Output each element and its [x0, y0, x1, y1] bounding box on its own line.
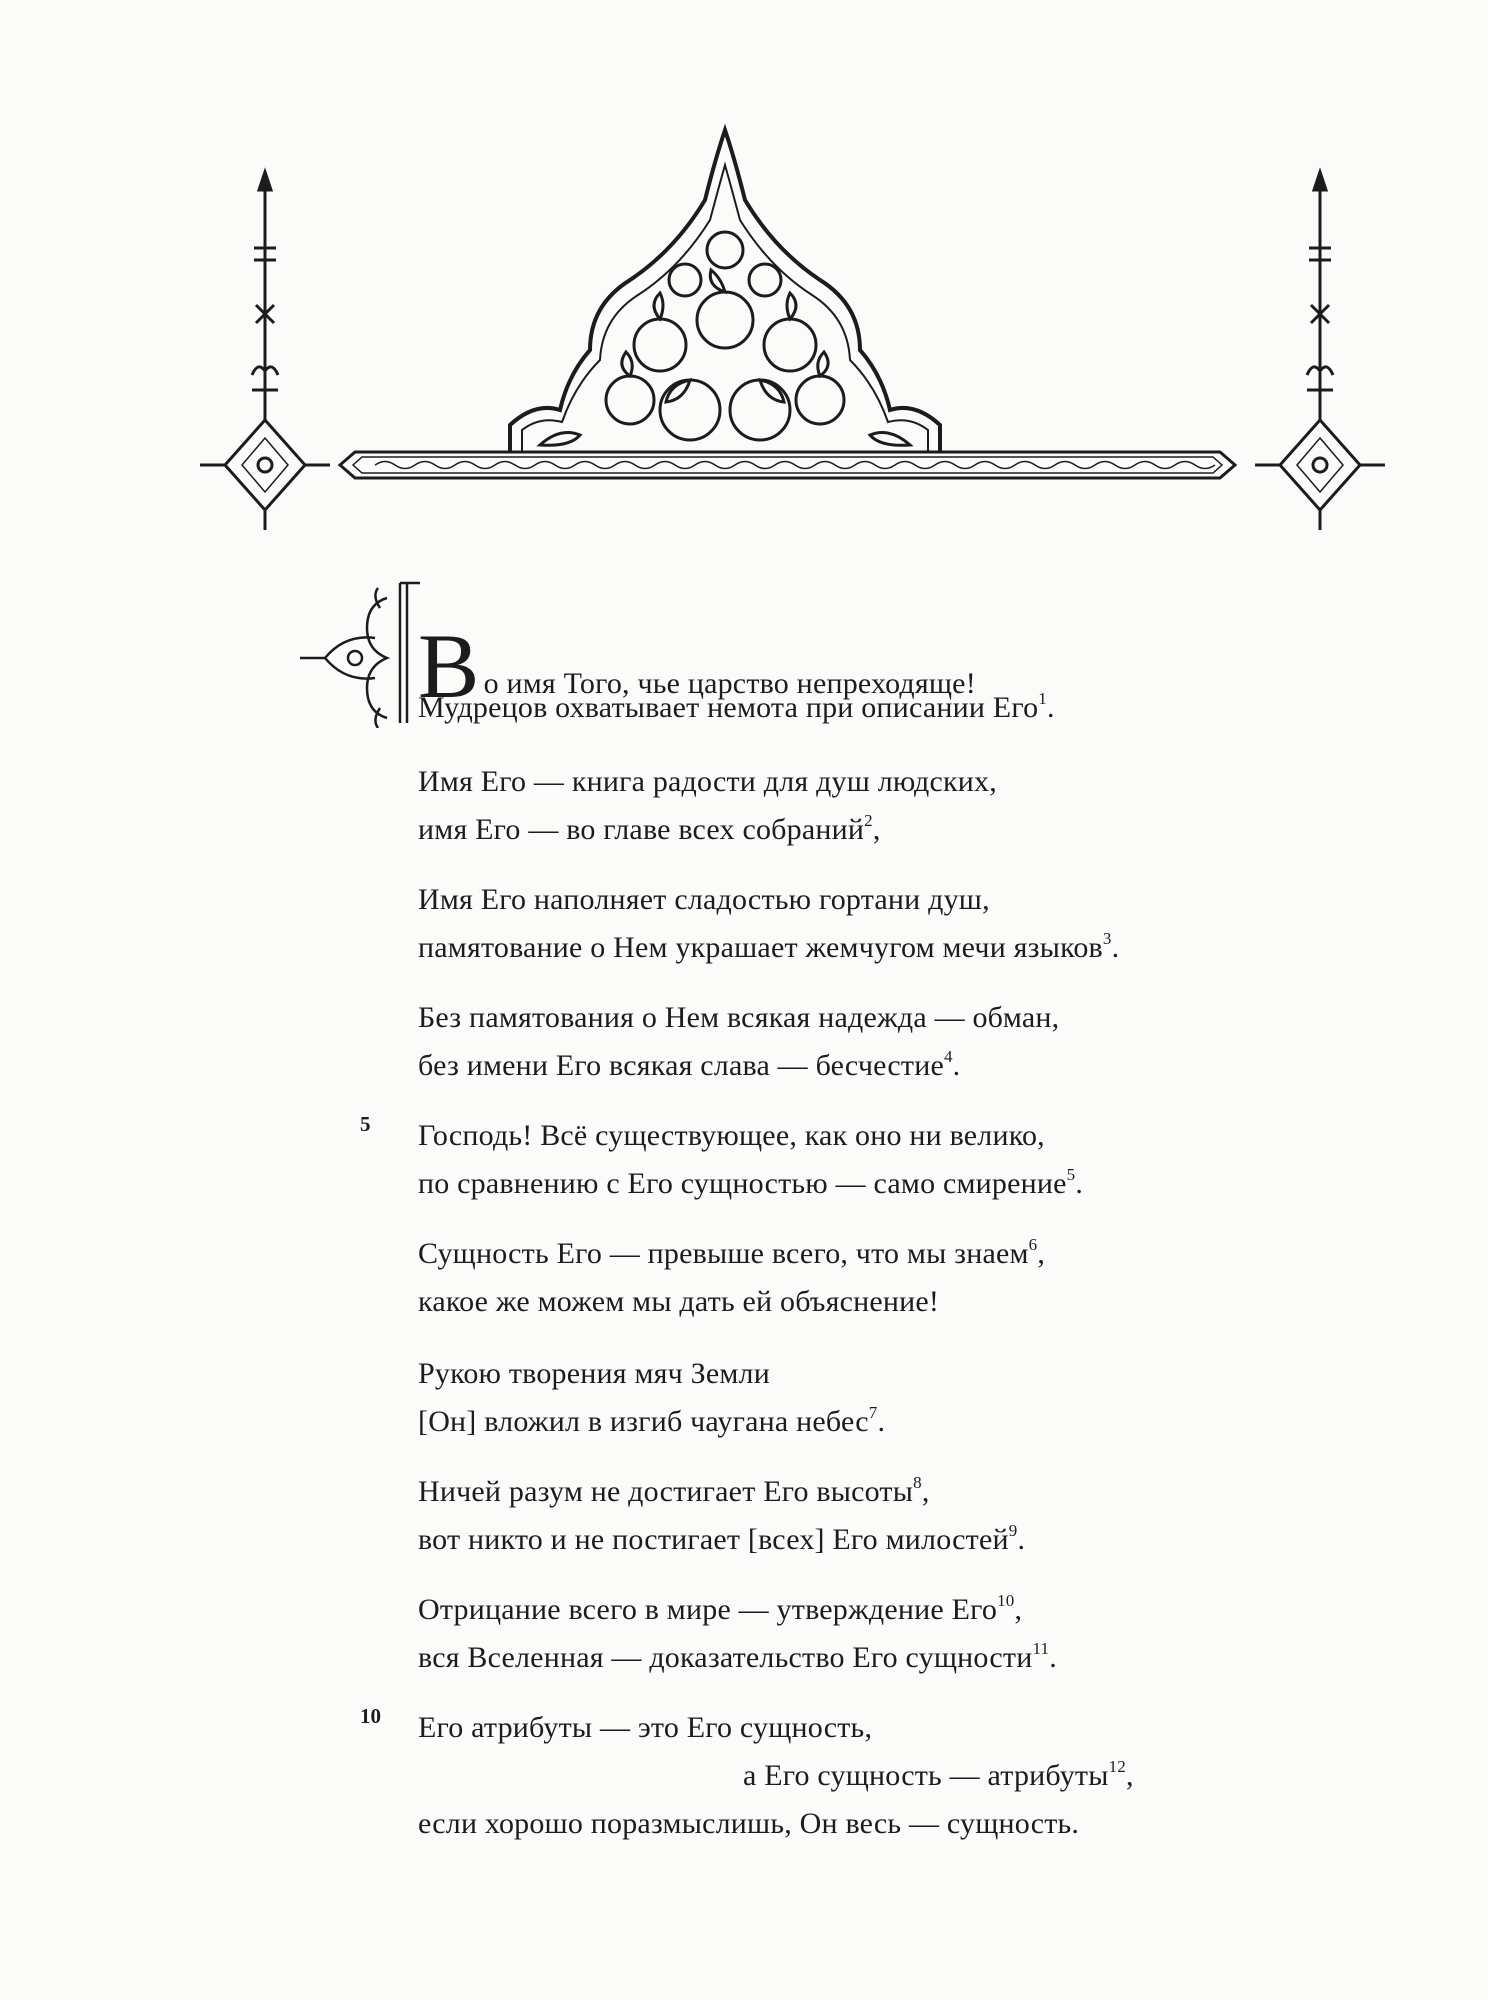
poem-line-indented: [418, 1752, 1134, 1800]
footnote-ref: 3: [1102, 929, 1112, 948]
footnote-ref: 4: [943, 1047, 953, 1066]
stanza-4: [418, 994, 1059, 1090]
line-punct: .: [1075, 1167, 1084, 1200]
line-punct: ,: [1126, 1759, 1134, 1792]
poem-line: [418, 1230, 1045, 1278]
poem-line: [418, 758, 997, 806]
poem-line: [418, 1634, 1057, 1682]
poem-line: [418, 924, 1119, 972]
poem-line: [418, 1468, 1025, 1516]
line-text: если хорошо поразмыслишь, Он весь — сущность.: [418, 1807, 1080, 1840]
line-punct: .: [1049, 1641, 1057, 1674]
line-punct: .: [1017, 1523, 1026, 1556]
line-text: Ничей разум не достигает Его высоты: [418, 1475, 914, 1508]
line-text: Его атрибуты — это Его сущность,: [418, 1711, 873, 1744]
dome-arabesque: [510, 130, 940, 452]
line-text: вся Вселенная — доказательство Его сущности: [418, 1641, 1033, 1674]
stanza-1: [418, 615, 1055, 732]
line-text: [Он] вложил в изгиб чаугана небес: [418, 1405, 869, 1438]
poem-line: [418, 1350, 885, 1398]
poem-line: [418, 806, 997, 854]
stanza-9: [418, 1586, 1057, 1682]
line-text: Господь! Всё существующее, как оно ни велико,: [418, 1119, 1045, 1152]
line-text: Отрицание всего в мире — утверждение Его: [418, 1593, 998, 1626]
line-punct: ,: [1014, 1593, 1023, 1626]
line-text: какое же можем мы дать ей объяснение!: [418, 1285, 940, 1318]
verse-number: 10: [360, 1704, 381, 1728]
poem-line: [418, 876, 1119, 924]
line-text: Мудрецов охватывает немота при описании Его: [418, 691, 1039, 724]
line-text: Имя Его — книга радости для душ людских,: [418, 765, 997, 798]
initial-ornament: [295, 578, 425, 728]
drop-capital: В: [418, 615, 480, 717]
poem-line: [418, 1042, 1059, 1090]
stanza-10: [418, 1704, 1134, 1848]
footnote-ref: 8: [913, 1473, 922, 1492]
footnote-ref: 7: [868, 1403, 878, 1422]
footnote-ref: 5: [1066, 1165, 1076, 1184]
line-text: Без памятования о Нем всякая надежда — обман,: [418, 1001, 1060, 1034]
left-finial: [200, 172, 330, 530]
footnote-ref: 11: [1032, 1639, 1050, 1658]
poem-line: [418, 994, 1059, 1042]
line-punct: ,: [872, 813, 881, 846]
stanza-3: [418, 876, 1119, 972]
stanza-7: [418, 1350, 885, 1446]
ornamental-headpiece: [190, 120, 1405, 580]
footnote-ref: 6: [1028, 1235, 1038, 1254]
line-punct: .: [1047, 691, 1055, 724]
poem-line: [418, 1586, 1057, 1634]
line-punct: .: [1111, 931, 1120, 964]
footnote-ref: 9: [1008, 1521, 1018, 1540]
stanza-6: [418, 1230, 1045, 1326]
poem-line: [418, 1398, 885, 1446]
ornamental-band: [340, 452, 1235, 478]
stanza-8: [418, 1468, 1025, 1564]
line-text: Сущность Его — превыше всего, что мы знаем: [418, 1237, 1029, 1270]
line-punct: ,: [921, 1475, 930, 1508]
poem-line: [418, 1160, 1083, 1208]
footnote-ref: 1: [1038, 689, 1047, 708]
poem-line: [418, 1112, 1083, 1160]
stanza-2: [418, 758, 997, 854]
footnote-ref: 10: [997, 1591, 1015, 1610]
poem-line: [418, 1516, 1025, 1564]
line-text: вот никто и не постигает [всех] Его милостей: [418, 1523, 1009, 1556]
line-text: памятование о Нем украшает жемчугом мечи языков: [418, 931, 1103, 964]
verse-number: 5: [360, 1112, 371, 1136]
poem-line: [418, 684, 1055, 732]
stanza-5: [418, 1112, 1083, 1208]
line-text: по сравнению с Его сущностью — само смирение: [418, 1167, 1067, 1200]
line-text: о имя Того, чье царство непреходяще!: [483, 667, 976, 700]
line-punct: .: [877, 1405, 886, 1438]
poem-line: [418, 1704, 1134, 1752]
line-text: а Его сущность — атрибуты: [743, 1759, 1109, 1792]
line-text: имя Его — во главе всех собраний: [418, 813, 865, 846]
poem-line: [418, 1800, 1134, 1848]
right-finial: [1255, 172, 1385, 530]
line-text: Рукою творения мяч Земли: [418, 1357, 770, 1390]
footnote-ref: 12: [1108, 1757, 1126, 1776]
line-punct: ,: [1037, 1237, 1046, 1270]
poem-line: [418, 1278, 1045, 1326]
line-text: без имени Его всякая слава — бесчестие: [418, 1049, 944, 1082]
line-punct: .: [952, 1049, 961, 1082]
footnote-ref: 2: [864, 811, 873, 830]
line-text: Имя Его наполняет сладостью гортани душ,: [418, 883, 990, 916]
